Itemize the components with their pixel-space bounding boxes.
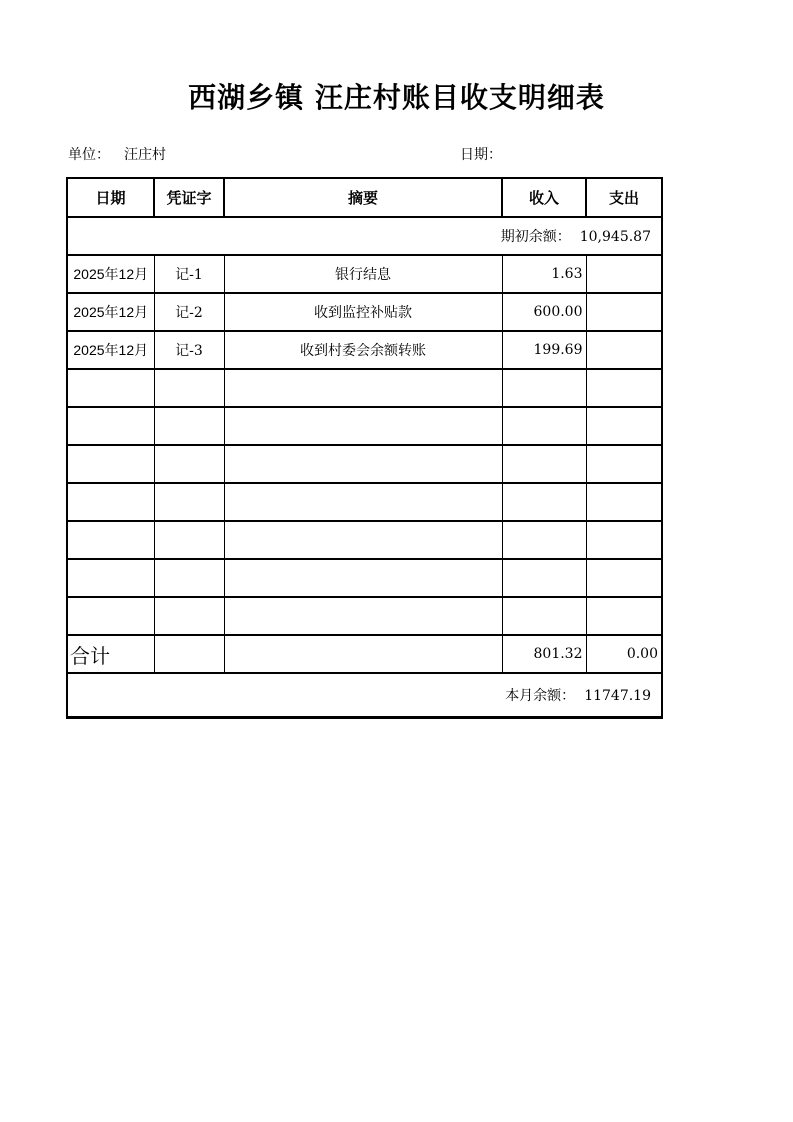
total-voucher-cell — [154, 635, 224, 673]
empty-ledger-row — [67, 521, 662, 559]
empty-cell — [502, 407, 586, 445]
empty-cell — [67, 559, 154, 597]
empty-cell — [502, 559, 586, 597]
empty-cell — [224, 597, 502, 635]
ledger-table — [66, 177, 663, 719]
closing-balance-row — [67, 673, 662, 717]
row-expense-cell — [586, 331, 662, 369]
total-income-cell: 801.32 — [502, 635, 586, 673]
empty-cell — [502, 369, 586, 407]
row-expense-cell — [586, 255, 662, 293]
opening-balance-row — [67, 217, 662, 255]
empty-cell — [224, 559, 502, 597]
empty-cell — [586, 369, 662, 407]
header-expense-cell: 支出 — [586, 178, 662, 217]
empty-cell — [586, 407, 662, 445]
unit-value: 汪庄村 — [124, 147, 166, 163]
empty-cell — [154, 483, 224, 521]
total-row — [67, 635, 662, 673]
total-summary-cell — [224, 635, 502, 673]
date-label: 日期： — [460, 147, 502, 163]
empty-cell — [502, 445, 586, 483]
empty-cell — [67, 521, 154, 559]
closing-balance-label: 本月余额： — [505, 687, 576, 704]
empty-cell — [154, 597, 224, 635]
empty-cell — [586, 483, 662, 521]
row-date-cell: 2025年12月 — [67, 293, 154, 331]
ledger-row — [67, 255, 662, 293]
empty-cell — [224, 521, 502, 559]
header-row — [67, 178, 662, 217]
page-title: 西湖乡镇 汪庄村账目收支明细表 — [188, 81, 605, 114]
empty-cell — [224, 369, 502, 407]
date-field — [460, 144, 502, 164]
row-summary-cell: 银行结息 — [224, 255, 502, 293]
empty-cell — [67, 445, 154, 483]
empty-cell — [67, 369, 154, 407]
row-income-cell: 199.69 — [502, 331, 586, 369]
empty-ledger-row — [67, 369, 662, 407]
row-summary-cell: 收到村委会余额转账 — [224, 331, 502, 369]
unit-field — [68, 144, 166, 164]
row-voucher-cell: 记-3 — [154, 331, 224, 369]
empty-cell — [586, 445, 662, 483]
total-expense-cell: 0.00 — [586, 635, 662, 673]
row-date-cell: 2025年12月 — [67, 331, 154, 369]
row-income-cell: 600.00 — [502, 293, 586, 331]
opening-balance-cell — [67, 217, 662, 255]
empty-cell — [154, 369, 224, 407]
empty-cell — [502, 597, 586, 635]
row-income-cell: 1.63 — [502, 255, 586, 293]
row-summary-cell: 收到监控补贴款 — [224, 293, 502, 331]
empty-cell — [154, 559, 224, 597]
empty-cell — [154, 407, 224, 445]
header-voucher-cell: 凭证字 — [154, 178, 224, 217]
empty-cell — [154, 445, 224, 483]
row-date-cell: 2025年12月 — [67, 255, 154, 293]
meta-line — [68, 144, 661, 164]
empty-cell — [502, 521, 586, 559]
empty-cell — [224, 407, 502, 445]
empty-ledger-row — [67, 483, 662, 521]
empty-cell — [502, 483, 586, 521]
empty-cell — [67, 597, 154, 635]
empty-cell — [224, 483, 502, 521]
unit-label: 单位： — [68, 147, 110, 163]
total-label-cell: 合计 — [67, 635, 154, 673]
header-date-cell: 日期 — [67, 178, 154, 217]
empty-cell — [67, 483, 154, 521]
empty-ledger-row — [67, 407, 662, 445]
empty-cell — [586, 597, 662, 635]
empty-cell — [586, 559, 662, 597]
ledger-row — [67, 293, 662, 331]
empty-cell — [67, 407, 154, 445]
empty-ledger-row — [67, 445, 662, 483]
opening-balance-label: 期初余额： — [500, 229, 571, 245]
closing-balance-amount: 11747.19 — [584, 687, 651, 704]
empty-cell — [586, 521, 662, 559]
row-expense-cell — [586, 293, 662, 331]
ledger-row — [67, 331, 662, 369]
empty-cell — [224, 445, 502, 483]
row-voucher-cell: 记-1 — [154, 255, 224, 293]
empty-cell — [154, 521, 224, 559]
header-summary-cell: 摘要 — [224, 178, 502, 217]
row-voucher-cell: 记-2 — [154, 293, 224, 331]
header-income-cell: 收入 — [502, 178, 586, 217]
opening-balance-amount: 10,945.87 — [579, 229, 651, 245]
closing-balance-cell — [67, 673, 662, 717]
empty-ledger-row — [67, 597, 662, 635]
empty-ledger-row — [67, 559, 662, 597]
